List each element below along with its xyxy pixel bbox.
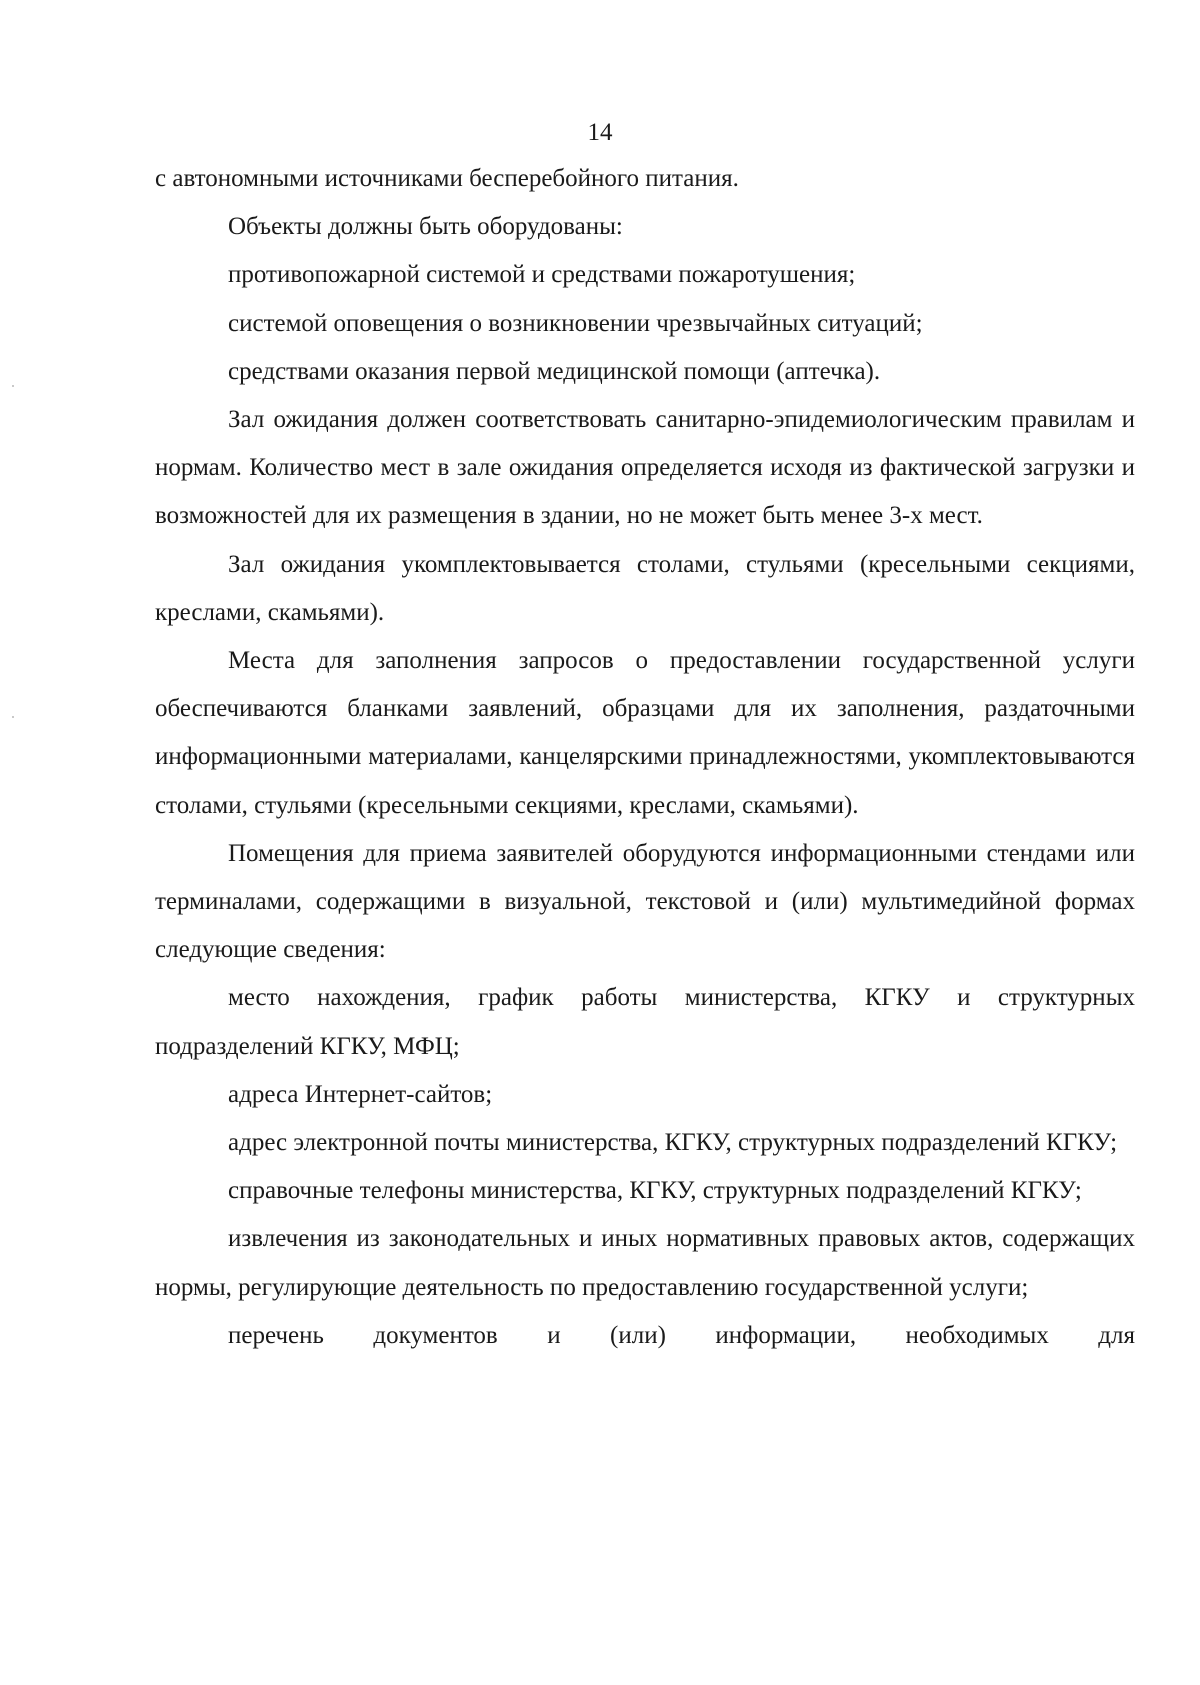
list-item-fire-system: противопожарной системой и средствами пожаротушения; <box>228 261 856 289</box>
list-item-legal-extracts: извлечения из законодательных и иных нормативных правовых актов, содержащих нормы, регулирующие деятельность по предоставлению государственной услуги; <box>155 1225 1135 1301</box>
list-item-location-schedule: место нахождения, график работы министерства, КГКУ и структурных подразделений КГКУ, МФЦ; <box>155 984 1135 1060</box>
paragraph-waiting-hall-norms: Зал ожидания должен соответствовать санитарно-эпидемиологическим правилам и нормам. Количество мест в зале ожидания определяется исходя из фактической загрузки и возможностей для их размещения в здании, но не может быть менее 3-х мест. <box>155 406 1135 530</box>
paragraph-waiting-hall-furniture: Зал ожидания укомплектовывается столами, стульями (кресельными секциями, креслами, скамьями). <box>155 550 1135 626</box>
paragraph-continuation: с автономными источниками бесперебойного питания. <box>155 165 739 192</box>
scan-dust-mark <box>12 385 14 387</box>
list-item-phones: справочные телефоны министерства, КГКУ, структурных подразделений КГКУ; <box>228 1177 1082 1205</box>
scan-dust-mark <box>12 716 14 718</box>
list-item-websites: адреса Интернет-сайтов; <box>228 1080 493 1108</box>
list-item-email: адрес электронной почты министерства, КГКУ, структурных подразделений КГКУ; <box>228 1129 1118 1157</box>
list-item-alert-system: системой оповещения о возникновении чрезвычайных ситуаций; <box>228 309 923 337</box>
paragraph-request-places: Места для заполнения запросов о предоставлении государственной услуги обеспечиваются бланками заявлений, образцами для их заполнения, раздаточными информационными материалами, канцелярскими принадлежностями, укомплектовываются столами, стульями (кресельными секциями, креслами, скамьями). <box>155 647 1135 819</box>
list-item-first-aid: средствами оказания первой медицинской помощи (аптечка). <box>228 357 881 385</box>
document-body <box>155 155 1135 1360</box>
paragraph-info-stands: Помещения для приема заявителей оборудуются информационными стендами или терминалами, содержащими в визуальной, текстовой и (или) мультимедийной формах следующие сведения: <box>155 839 1135 964</box>
list-item-documents-list: перечень документов и (или) информации, необходимых для <box>228 1321 1135 1349</box>
paragraph-equipment-intro: Объекты должны быть оборудованы: <box>228 213 623 241</box>
page-number: 14 <box>587 119 613 146</box>
